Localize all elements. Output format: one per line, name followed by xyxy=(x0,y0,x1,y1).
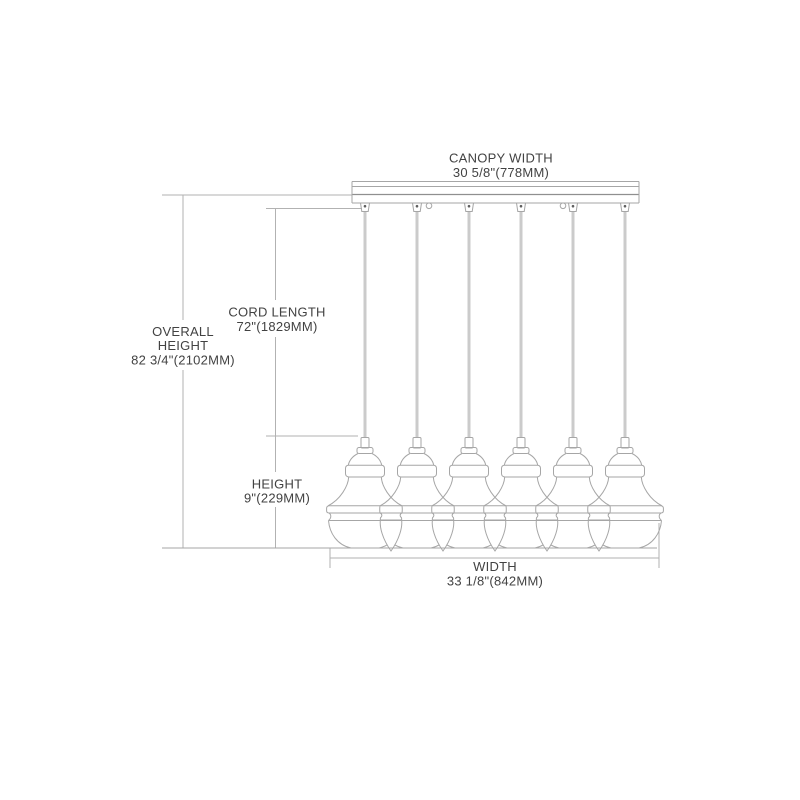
overall-height-label-line2: HEIGHT xyxy=(157,338,209,353)
canopy-port-circle xyxy=(560,203,566,209)
band-left-cap xyxy=(327,506,329,513)
socket-stem xyxy=(517,438,525,449)
height-label: HEIGHT xyxy=(251,476,303,492)
socket-stem xyxy=(413,438,421,449)
socket-stem xyxy=(621,438,629,449)
cord-grip-screw xyxy=(468,205,471,208)
socket-stem xyxy=(361,438,369,449)
band-right-step xyxy=(659,513,661,521)
cord-length-value: 72"(1829MM) xyxy=(236,319,318,334)
cord-grip-screw xyxy=(364,205,367,208)
overall-height-value: 82 3/4"(2102MM) xyxy=(131,352,235,368)
socket-stem xyxy=(465,438,473,449)
canopy-width-label: CANOPY WIDTH xyxy=(449,150,553,166)
band-left-step xyxy=(329,513,331,521)
width-label: WIDTH xyxy=(473,559,517,574)
width-value: 33 1/8"(842MM) xyxy=(446,573,544,589)
cord-grip-screw xyxy=(572,205,575,208)
canopy-port-circle xyxy=(426,203,432,209)
cord-grip-screw xyxy=(416,205,419,208)
socket-stem xyxy=(569,438,577,449)
height-value: 9"(229MM) xyxy=(243,490,311,506)
canopy-width-value: 30 5/8"(778MM) xyxy=(452,165,550,180)
fixture-line-art xyxy=(162,182,663,569)
bell-shade xyxy=(588,454,662,506)
cord-length-label: CORD LENGTH xyxy=(228,304,326,320)
cord-grip-screw xyxy=(624,205,627,208)
cord-grip-screw xyxy=(520,205,523,208)
overall-height-label-line1: OVERALL xyxy=(152,324,214,339)
band-right-cap xyxy=(661,506,663,513)
